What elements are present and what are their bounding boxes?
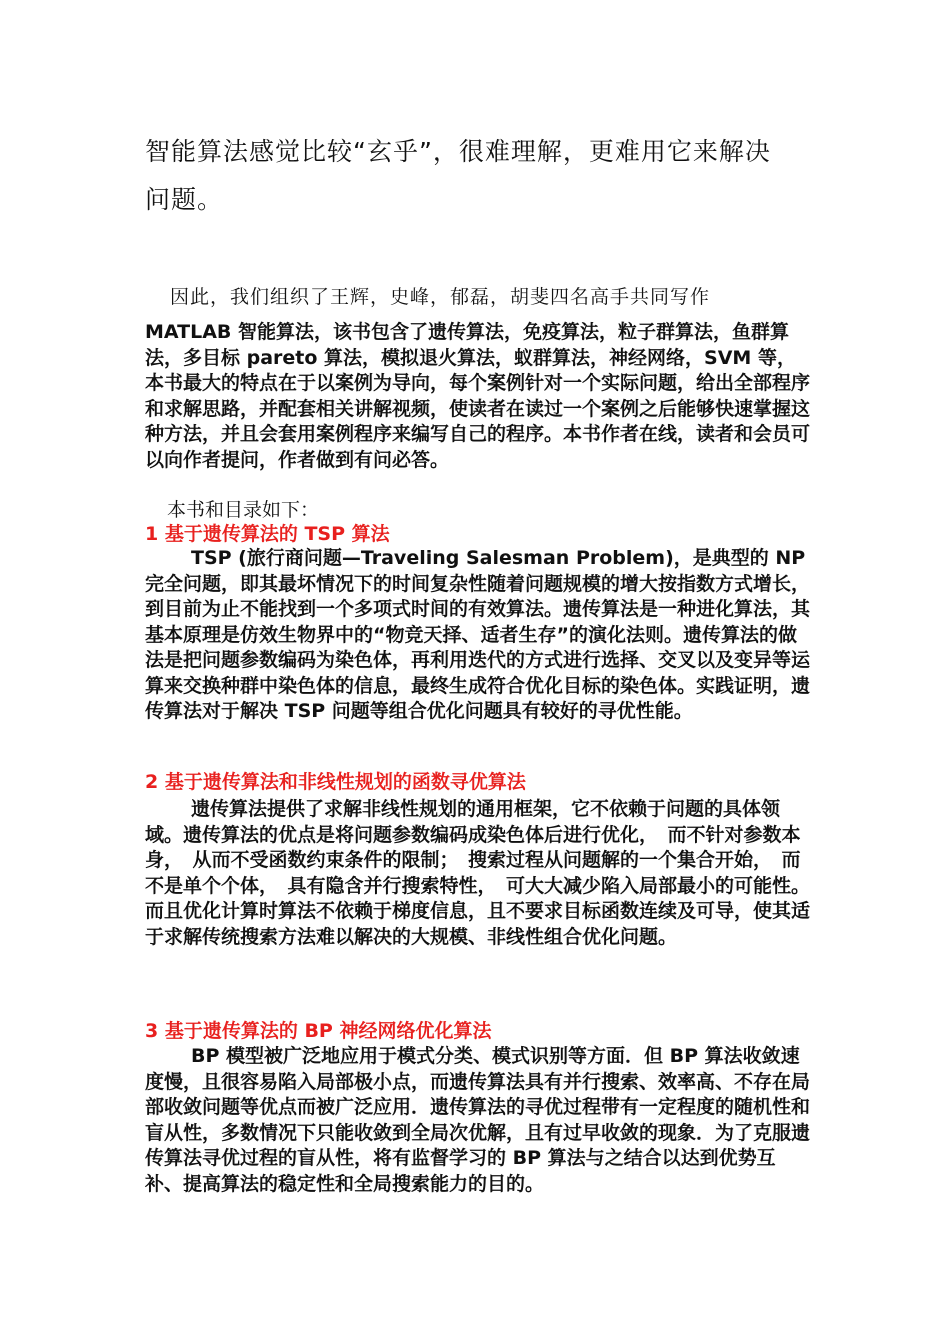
section-3-body: BP 模型被广泛地应用于模式分类、模式识别等方面．但 BP 算法收敛速度慢，且很容易陷入局部极小点，而遗传算法具有并行搜索、效率高、不存在局部收敛问题等优点而被广泛应用．遗传算法的寻优过程带有一定程度的随机性和盲从性，多数情况下只能收敛到全局次优解，且有过早收敛的现象．为了克服遗传算法寻优过程的盲从性，将有监督学习的 BP 算法与之结合以达到优势互补、提高算法的稳定性和全局搜索能力的目的。 [145, 1045, 811, 1195]
book-description: MATLAB 智能算法，该书包含了遗传算法，免疫算法，粒子群算法，鱼群算法，多目标 pareto 算法，模拟退火算法，蚁群算法，神经网络，SVM 等，本书最大的特点在于以案例为导向，每个案例针对一个实际问题，给出全部程序和求解思路，并配套相关讲解视频，使读者在读过一个案例之后能够快速掌握这种方法，并且会套用案例程序来编写自己的程序。本书作者在线，读者和会员可以向作者提问，作者做到有问必答。 [145, 321, 811, 471]
section-2-body: 遗传算法提供了求解非线性规划的通用框架，它不依赖于问题的具体领域。遗传算法的优点是将问题参数编码成染色体后进行优化， 而不针对参数本身， 从而不受函数约束条件的限制； 搜索过程从问题解的一个集合开始， 而不是单个个体， 具有隐含并行搜索特性， 可大大减少陷入局部最小的可能性。而且优化计算时算法不依赖于梯度信息，且不要求目标函数连续及可导，使其适于求解传统搜索方法难以解决的大规模、非线性组合优化问题。 [145, 798, 811, 948]
toc-intro: 本书和目录如下： [167, 499, 320, 521]
intro-paragraph [145, 128, 810, 224]
lead-sentence: 因此，我们组织了王辉，史峰，郁磊，胡斐四名高手共同写作 [170, 286, 711, 308]
intro-line-1: 智能算法感觉比较“玄乎”，很难理解，更难用它来解决 [145, 137, 771, 166]
section-1-heading: 1 基于遗传算法的 TSP 算法 [145, 523, 390, 545]
section-3-heading: 3 基于遗传算法的 BP 神经网络优化算法 [145, 1020, 492, 1042]
intro-line-2: 问题。 [145, 185, 224, 214]
section-2-heading: 2 基于遗传算法和非线性规划的函数寻优算法 [145, 771, 526, 793]
section-1-body: TSP (旅行商问题—Traveling Salesman Problem)，是典型的 NP 完全问题，即其最坏情况下的时间复杂性随着问题规模的增大按指数方式增长，到目前为止不能找到一个多项式时间的有效算法。遗传算法是一种进化算法，其基本原理是仿效生物界中的“物竞天择、适者生存”的演化法则。遗传算法的做法是把问题参数编码为染色体，再利用迭代的方式进行选择、交叉以及变异等运算来交换种群中染色体的信息，最终生成符合优化目标的染色体。实践证明，遗传算法对于解决 TSP 问题等组合优化问题具有较好的寻优性能。 [145, 547, 811, 722]
